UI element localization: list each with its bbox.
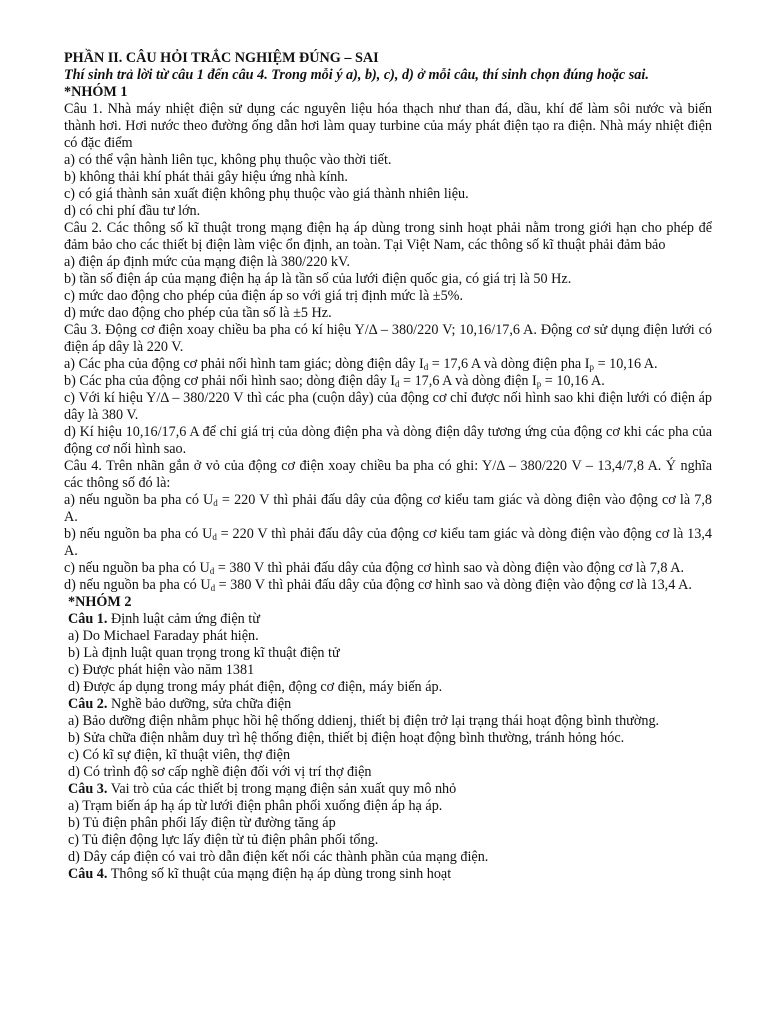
g2-q3-stem: Câu 3. Vai trò của các thiết bị trong mạng điện sản xuất quy mô nhỏ <box>68 781 457 797</box>
instruction-text: Thí sinh trả lời từ câu 1 đến câu 4. Trong mỗi ý a), b), c), d) ở mỗi câu, thí sinh chọn đúng hoặc sai. <box>64 67 649 83</box>
g1-q4-stem: Câu 4. Trên nhãn gắn ở vỏ của động cơ điện xoay chiều ba pha có ghi: Y/Δ – 380/220 V – 13,4/7,8 A. Ý nghĩa các thông số đó là: <box>64 458 712 491</box>
section-title: PHẦN II. CÂU HỎI TRẮC NGHIỆM ĐÚNG – SAI <box>64 50 379 66</box>
g1-q1-option-b: b) không thải khí phát thải gây hiệu ứng nhà kính. <box>64 169 348 185</box>
g1-q3-stem: Câu 3. Động cơ điện xoay chiều ba pha có kí hiệu Y/Δ – 380/220 V; 10,16/17,6 A. Động cơ sử dụng điện lưới có điện áp dây là 220 V. <box>64 322 712 355</box>
g1-q1-option-c: c) có giá thành sản xuất điện không phụ thuộc vào giá thành nhiên liệu. <box>64 186 469 202</box>
g1-q3-option-d: d) Kí hiệu 10,16/17,6 A để chỉ giá trị của dòng điện pha và dòng điện dây tương ứng của động cơ khi các pha của động cơ nối hình sao. <box>64 424 712 457</box>
g1-q4-option-c: c) nếu nguồn ba pha có $U_d = 380$ V thì phải đấu dây của động cơ hình sao và dòng điện vào động cơ là 7,8 A. <box>64 560 684 576</box>
g2-q2-option-c: c) Có kĩ sự điện, kĩ thuật viên, thợ điện <box>68 747 291 763</box>
g2-q4-stem: Câu 4. Thông số kĩ thuật của mạng điện hạ áp dùng trong sinh hoạt <box>68 866 452 882</box>
g2-q2-option-d: d) Có trình độ sơ cấp nghề điện đối với vị trí thợ điện <box>68 764 372 780</box>
g1-q3-option-a: a) Các pha của động cơ phải nối hình tam giác; dòng điện dây $I_d = 17,6$ A và dòng điện pha $I_p = 10,16$ A. <box>64 356 658 372</box>
g1-q1-stem: Câu 1. Nhà máy nhiệt điện sử dụng các nguyên liệu hóa thạch như than đá, dầu, khí để làm sôi nước và biến thành hơi. Hơi nước theo đường ống dẫn hơi làm quay turbine của máy phát điện tạo ra điện. Nhà máy nhiệt điện có đặc điểm <box>64 101 712 151</box>
g2-q1-option-c: c) Được phát hiện vào năm 1381 <box>68 662 255 678</box>
g2-q3-option-c: c) Tủ điện động lực lấy điện từ tủ điện phân phối tổng. <box>68 832 379 848</box>
g2-q3-option-b: b) Tủ điện phân phối lấy điện từ đường tăng áp <box>68 815 336 831</box>
g2-q2-stem: Câu 2. Nghề bảo dưỡng, sửa chữa điện <box>68 696 292 712</box>
g1-q2-stem: Câu 2. Các thông số kĩ thuật trong mạng điện hạ áp dùng trong sinh hoạt phải nằm trong giới hạn cho phép để đảm bảo cho các thiết bị điện làm việc ổn định, an toàn. Tại Việt Nam, các thông số kĩ thuật phải đảm bảo <box>64 220 712 253</box>
g1-q2-option-c: c) mức dao động cho phép của điện áp so với giá trị định mức là ±5%. <box>64 288 464 304</box>
document-page <box>64 50 712 883</box>
g2-q3-option-a: a) Trạm biến áp hạ áp từ lưới điện phân phối xuống điện áp hạ áp. <box>68 798 443 814</box>
g2-q2-option-a: a) Bảo dưỡng điện nhằm phục hồi hệ thống ddienj, thiết bị điện trở lại trạng thái hoạt động bình thường. <box>68 713 660 729</box>
g1-q2-option-a: a) điện áp định mức của mạng điện là 380/220 kV. <box>64 254 350 270</box>
g1-q2-option-b: b) tần số điện áp của mạng điện hạ áp là tần số của lưới điện quốc gia, có giá trị là 50 Hz. <box>64 271 572 287</box>
g2-q1-option-d: d) Được áp dụng trong máy phát điện, động cơ điện, máy biến áp. <box>68 679 443 695</box>
g1-q3-option-b: b) Các pha của động cơ phải nối hình sao; dòng điện dây $I_d = 17,6$ A và dòng điện $I_p = 10,16$ A. <box>64 373 605 389</box>
g1-q2-option-d: d) mức dao động cho phép của tần số là ±5 Hz. <box>64 305 332 321</box>
g2-q1-option-b: b) Là định luật quan trọng trong kĩ thuật điện tử <box>68 645 340 661</box>
g2-q3-option-d: d) Dây cáp điện có vai trò dẫn điện kết nối các thành phần của mạng điện. <box>68 849 489 865</box>
g1-q4-option-b: b) nếu nguồn ba pha có $U_d = 220$ V thì phải đấu dây của động cơ kiểu tam giác và dòng điện vào động cơ là 13,4 A. <box>64 526 713 559</box>
g2-q1-option-a: a) Do Michael Faraday phát hiện. <box>68 628 259 644</box>
g1-q4-option-d: d) nếu nguồn ba pha có $U_d = 380$ V thì phải đấu dây của động cơ hình sao và dòng điện vào động cơ là 13,4 A. <box>64 577 692 593</box>
g1-q4-option-a: a) nếu nguồn ba pha có $U_d = 220$ V thì phải đấu dây của động cơ kiểu tam giác và dòng điện vào động cơ là 7,8 A. <box>64 492 712 525</box>
g1-q1-option-d: d) có chi phí đầu tư lớn. <box>64 203 201 219</box>
group-1-label: *NHÓM 1 <box>64 84 128 100</box>
g2-q1-stem: Câu 1. Định luật cảm ứng điện từ <box>68 611 260 627</box>
g2-q2-option-b: b) Sửa chữa điện nhằm duy trì hệ thống điện, thiết bị điện hoạt động bình thường, tránh hỏng hóc. <box>68 730 625 746</box>
group-2-label: *NHÓM 2 <box>68 594 132 610</box>
g1-q3-option-c: c) Với kí hiệu Y/Δ – 380/220 V thì các pha (cuộn dây) của động cơ chỉ được nối hình sao khi điện lưới có điện áp dây là 380 V. <box>64 390 712 423</box>
g1-q1-option-a: a) có thể vận hành liên tục, không phụ thuộc vào thời tiết. <box>64 152 392 168</box>
